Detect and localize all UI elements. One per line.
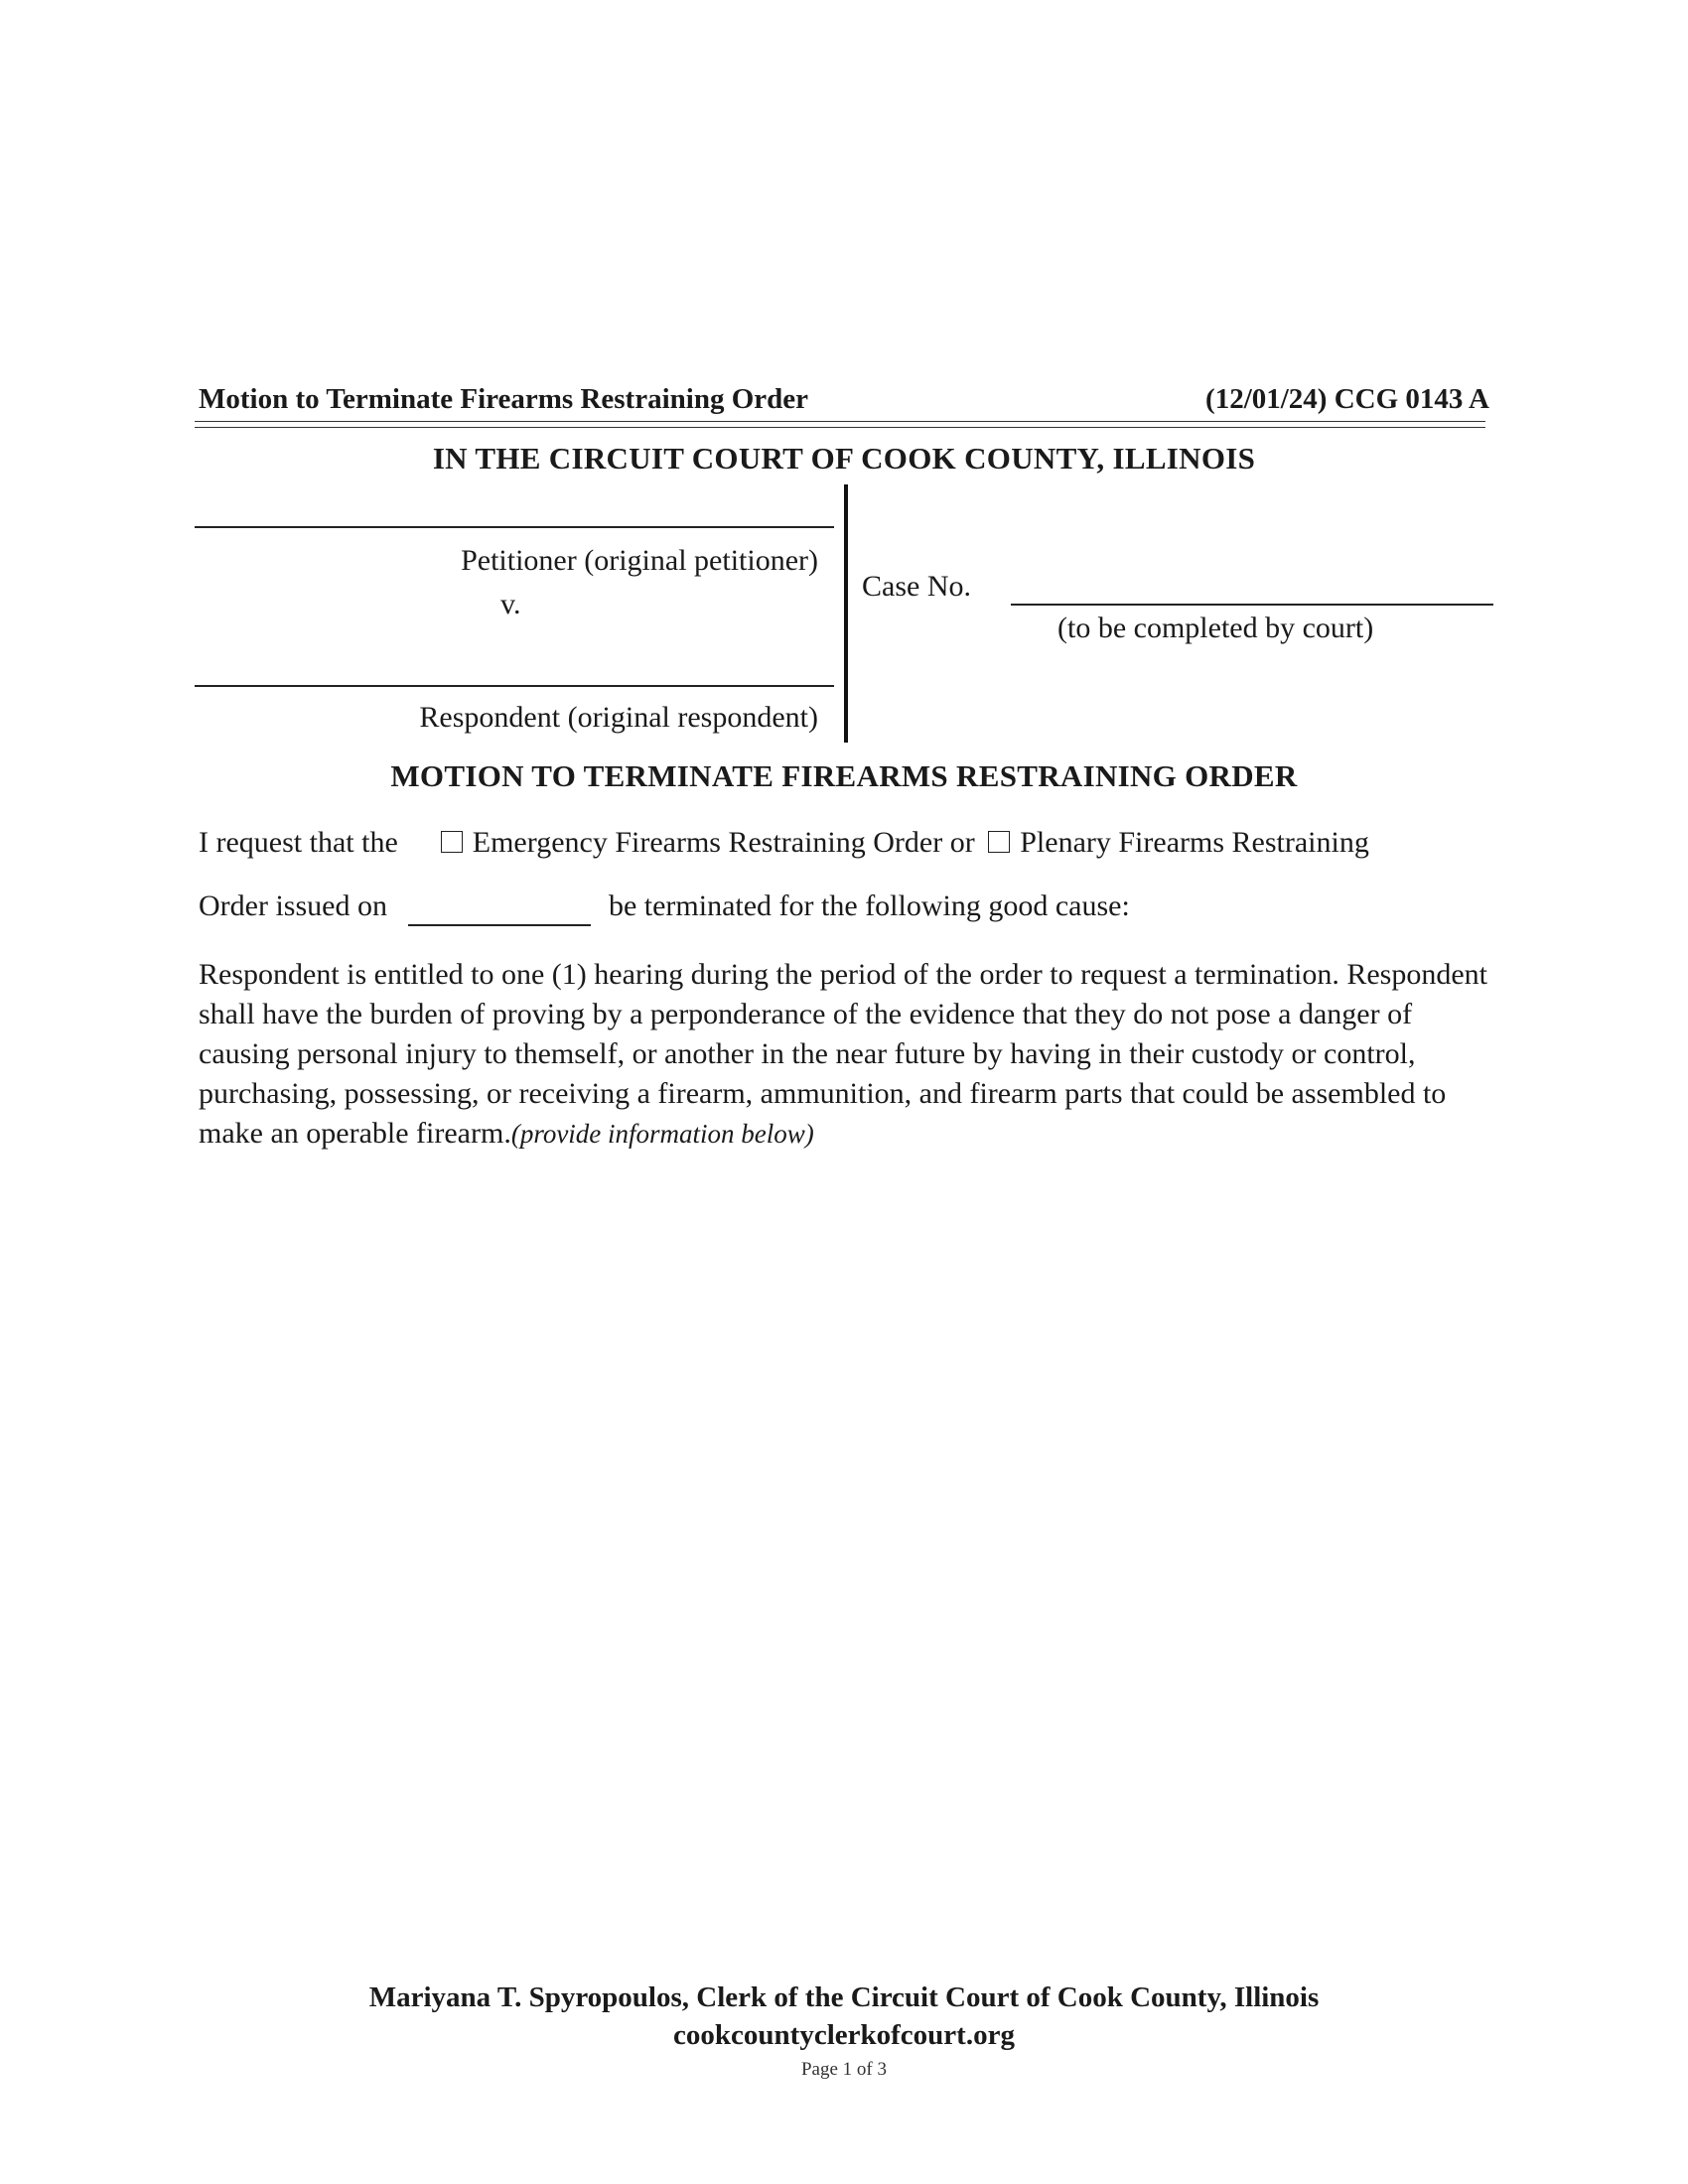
motion-title: MOTION TO TERMINATE FIREARMS RESTRAINING ORDER — [390, 758, 1298, 793]
header-rule-top — [195, 421, 1485, 422]
order-issued-prefix: Order issued on — [199, 889, 387, 922]
order-issued-suffix: be terminated for the following good cause: — [608, 889, 1130, 922]
footer-page-number: Page 1 of 3 — [800, 2059, 887, 2080]
case-no-note: (to be completed by court) — [1057, 612, 1374, 644]
emergency-order-checkbox[interactable] — [441, 831, 463, 853]
request-prefix: I request that the — [199, 826, 398, 859]
body-paragraph — [199, 955, 1499, 1154]
respondent-label: Respondent (original respondent) — [419, 701, 818, 734]
versus-label: v. — [500, 588, 521, 620]
footer-website[interactable]: cookcountyclerkofcourt.org — [673, 2019, 1015, 2051]
order-issued-line — [199, 889, 1130, 926]
caption-divider — [844, 484, 848, 743]
order-date-field[interactable] — [408, 894, 591, 926]
form-code: (12/01/24) CCG 0143 A — [1205, 383, 1489, 415]
respondent-name-field[interactable] — [195, 655, 834, 687]
body-text: Respondent is entitled to one (1) hearing during the period of the order to request a termination. Respondent shall have the burden of proving by a perponderance of the evidence that they do not pose a danger of causing personal injury to themself, or another in the near future by having in their custody or control, purchasing, possessing, or receiving a firearm, ammunition, and firearm parts that could be assembled to make an operable firearm. — [199, 958, 1487, 1150]
emergency-order-label: Emergency Firearms Restraining Order or — [472, 826, 975, 859]
case-no-label: Case No. — [862, 570, 971, 603]
petitioner-label: Petitioner (original petitioner) — [461, 544, 818, 577]
form-title: Motion to Terminate Firearms Restraining Order — [199, 383, 808, 415]
plenary-order-label: Plenary Firearms Restraining — [1020, 826, 1369, 859]
petitioner-name-field[interactable] — [195, 496, 834, 528]
request-line — [199, 826, 1369, 860]
court-title: IN THE CIRCUIT COURT OF COOK COUNTY, ILLINOIS — [432, 441, 1256, 476]
plenary-order-checkbox[interactable] — [988, 831, 1010, 853]
case-number-field[interactable] — [1011, 574, 1493, 606]
header-rule-bottom — [195, 427, 1485, 428]
body-note: (provide information below) — [510, 1119, 814, 1149]
footer-clerk: Mariyana T. Spyropoulos, Clerk of the Circuit Court of Cook County, Illinois — [368, 1981, 1320, 2013]
